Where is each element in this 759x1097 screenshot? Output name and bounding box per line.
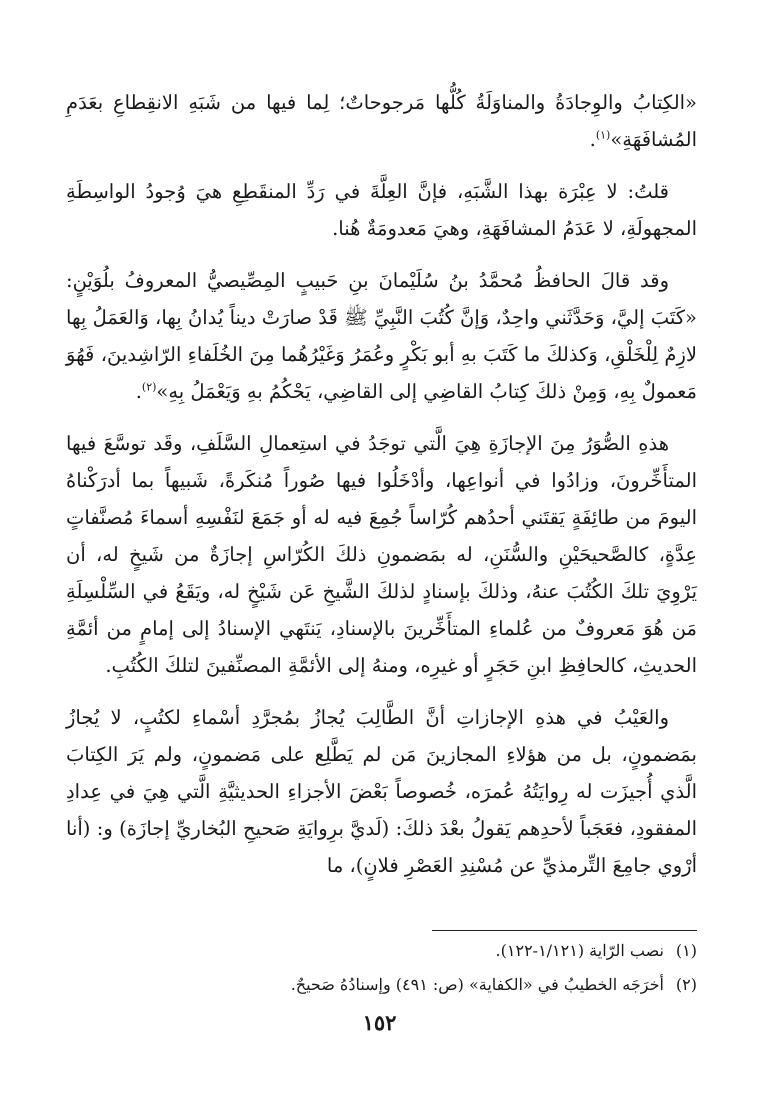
footnote-2 bbox=[66, 968, 697, 1002]
paragraph-3 bbox=[66, 262, 697, 410]
footnote-1 bbox=[66, 934, 697, 968]
paragraph-1-tail: . bbox=[589, 128, 596, 151]
footnote-1-text: نصب الرّاية (١/١٢١-١٢٢). bbox=[495, 941, 664, 960]
paragraph-5-text: والعَيْبُ في هذهِ الإجازاتِ أنَّ الطَّالِبَ يُجازُ بمُجرَّدِ أسْماءِ لكتُبٍ، لا يُجازُ بمَضمونٍ، بل من هؤلاءِ المجازينَ مَن لم يَطَّلِع على مَضمونٍ، ولم يَرَ الكِتابَ الَّذي أُجيزَت له رِوايَتُهُ عُمرَه، خُصوصاً بَعْضَ الأجزاءِ الحديثيَّةِ الَّتي هِيَ في عِدادِ المفقودِ، فعَجَباً لأحدِهم يَقولُ بعْدَ ذلكَ: (لَديَّ برِوايَةِ صَحيحِ البُخاريِّ إجازَة) و: (أنا أرْوي جامِعَ التِّرمذيِّ عن مُسْنِدِ العَصْرِ فلانٍ)، ما bbox=[66, 706, 697, 877]
main-text bbox=[66, 84, 697, 899]
footnote-divider bbox=[432, 930, 697, 931]
paragraph-1 bbox=[66, 84, 697, 158]
footnote-ref-2: (٢) bbox=[141, 380, 157, 394]
paragraph-3-tail: . bbox=[135, 380, 142, 403]
paragraph-4-text: هذهِ الصُّوَرُ مِنَ الإجازَةِ هِيَ الَّتي توجَدُ في استِعمالِ السَّلَفِ، وقَد توسَّعَ فيها المتأَخِّرونَ، وزادُوا في أنواعِها، وأدْخَلُوا فيها صُوراً مُنكَرةً، شَبيهاً بما أدرَكْناهُ اليومَ من طائِفَةٍ يَقتَني أحدُهم كُرّاساً جُمِعَ فيه له أو جَمَعَ لنَفْسِهِ أسماءَ مُصنَّفاتٍ عِدَّةٍ، كالصَّحيحَيْنِ والسُّنَنِ، له بمَضمونِ ذلكَ الكُرّاسِ إجازَةٌ من شَيخٍ له، أن يَرْوِيَ تلكَ الكُتُبَ عنهُ، وذلكَ بإسنادٍ لذلكَ الشَّيخِ عَن شَيْخٍ له، ويَقَعُ في السِّلْسِلَةِ مَن هُوَ مَعروفٌ من عُلماءِ المتأَخِّرينَ بالإسنادِ، يَنتَهي الإسنادُ إلى إمامٍ من أئمَّةِ الحديثِ، كالحافِظِ ابنِ حَجَرٍ أو غيرِه، ومنهُ إلى الأئمَّةِ المصنِّفينَ لتلكَ الكُتُبِ. bbox=[66, 432, 697, 677]
footnote-1-number: (١) bbox=[675, 941, 697, 960]
footnote-2-text: أخرَجَه الخطيبُ في «الكفاية» (ص: ٤٩١) وإسنادُهُ صَحيحٌ. bbox=[290, 975, 664, 994]
paragraph-2-text: قلتُ: لا عِبْرَة بهذا الشَّبَهِ، فإنَّ العِلَّةَ في رَدِّ المنقَطِعِ هيَ وُجودُ الواسِطَةِ المجهولَةِ، لا عَدَمُ المشافَهَةِ، وهيَ مَعدومَةٌ هُنا. bbox=[66, 180, 697, 240]
paragraph-2 bbox=[66, 173, 697, 247]
footnote-2-number: (٢) bbox=[675, 975, 697, 994]
page-number: ١٥٢ bbox=[362, 1010, 397, 1035]
paragraph-5 bbox=[66, 699, 697, 884]
paragraph-4 bbox=[66, 425, 697, 684]
footnotes bbox=[66, 934, 697, 1002]
paragraph-3-text: وقد قالَ الحافظُ مُحمَّدُ بنُ سُلَيْمانَ بنِ حَبيبٍ المِصِّيصيُّ المعروفُ بلُوَيْنٍ: «كَتَبَ إليَّ، وَحَدَّثَني واحِدٌ، وَإنَّ كُتُبَ النَّبِيِّ ﷺ قَدْ صارَتْ ديناً يُدانُ بِها، وَالعَمَلُ بِها لازِمٌ لِلْخَلْقِ، وَكذلكَ ما كَتَبَ بهِ أبو بَكْرٍ وعُمَرُ وَغَيْرُهُما مِنَ الخُلَفاءِ الرّاشِدينَ، فَهُوَ مَعمولٌ بِهِ، وَمِنْ ذلكَ كِتابُ القاضِي إلى القاضِي، يَحْكُمُ بهِ وَيَعْمَلُ بِهِ» bbox=[66, 269, 697, 403]
footnote-ref-1: (١) bbox=[595, 128, 611, 142]
paragraph-1-text: «الكِتابُ والوِجادَةُ والمناوَلَةُ كُلُّها مَرجوحاتٌ؛ لِما فيها من شَبَهِ الانقِطاعِ بعَدَمِ المُشافَهَةِ» bbox=[66, 91, 697, 151]
